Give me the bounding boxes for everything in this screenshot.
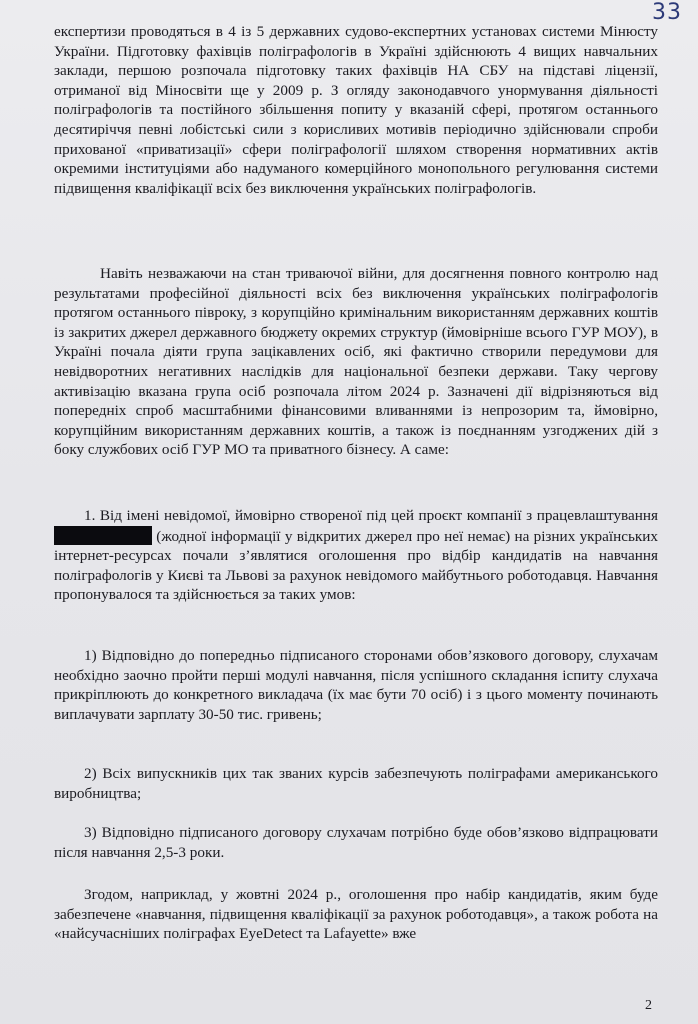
paragraph-item-1 — [54, 506, 658, 605]
paragraph-condition-3: 3) Відповідно підписаного договору слухачам потрібно буде обов’язково відпрацювати після навчання 2,5-3 роки. — [54, 824, 658, 861]
handwritten-page-number: 33 — [652, 0, 682, 25]
redacted-company-name — [54, 526, 152, 545]
paragraph-condition-2: 2) Всіх випускників цих так званих курсів забезпечують поліграфами американського виробництва; — [54, 765, 658, 802]
paragraph-continuation: експертизи проводяться в 4 із 5 державних судово-експертних установах системи Мінюсту України. Підготовку фахівців поліграфологів в Україні здійснюють 4 вищих навчальних заклади, першою розпочала підготовку таких фахівців НА СБУ на підставі ліцензії, отриманої від Міносвіти ще у 2009 р. З огляду законодавчого унормування діяльності поліграфологів та постійного збільшення попиту у вказаній сфері, протягом останнього десятиріччя певні лобістські сили з корисливих мотивів періодично здійснювали спроби прихованої «приватизації» сфери поліграфології шляхом створення нормативних актів окремими інституціями або надуманого комерційного монопольного регулювання системи підвищення кваліфікації всіх без виключення українських поліграфологів. — [54, 23, 658, 197]
paragraph-war-context: Навіть незважаючи на стан триваючої війни, для досягнення повного контролю над результатами професійної діяльності всіх без виключення українських поліграфологів протягом останнього півроку, з корупційно кримінальним використанням державних коштів із закритих джерел державного бюджету окремих структур (ймовірніше всього ГУР МОУ), в Україні почала діяти група зацікавлених осіб, які фактично створили передумови для невідворотних негативних наслідків для національної безпеки держави. Таку чергову активізацію вказана група осіб розпочала літом 2024 р. Зазначені дії відрізняються від попередніх спроб масштабними фінансовими вливаннями із непрозорим та, ймовірно, корупційним використанням державних коштів, а також із поєднанням узгоджених дій з боку службових осіб ГУР МО та приватного бізнесу. А саме: — [54, 265, 658, 459]
paragraph-condition-1: 1) Відповідно до попередньо підписаного сторонами обов’язкового договору, слухачам необхідно заочно пройти перші модулі навчання, після успішного складання іспиту слухача прикріплюють до конкретного викладача (їх має бути 70 осіб) і з цього моменту починають виплачувати зарплату 30-50 тис. гривень; — [54, 647, 658, 723]
item-1-text-start: 1. Від імені невідомої, ймовірно створеної під цей проєкт компанії з працевлаштування — [84, 507, 658, 524]
page-number: 2 — [645, 998, 652, 1013]
item-1-text-end: (жодної інформації у відкритих джерел про неї немає) на різних українських інтернет-ресурсах почали з’являтися оголошення про відбір кандидатів на навчання поліграфологів у Києві та Львові за рахунок невідомого майбутнього роботодавця. Навчання пропонувалося та здійснюється за таких умов: — [54, 527, 658, 604]
paragraph-october-2024: Згодом, наприклад, у жовтні 2024 р., оголошення про набір кандидатів, яким буде забезпечене «навчання, підвищення кваліфікації за рахунок роботодавця», а також робота на «найсучасніших поліграфах EyeDetect та Lafayette» вже — [54, 886, 658, 943]
